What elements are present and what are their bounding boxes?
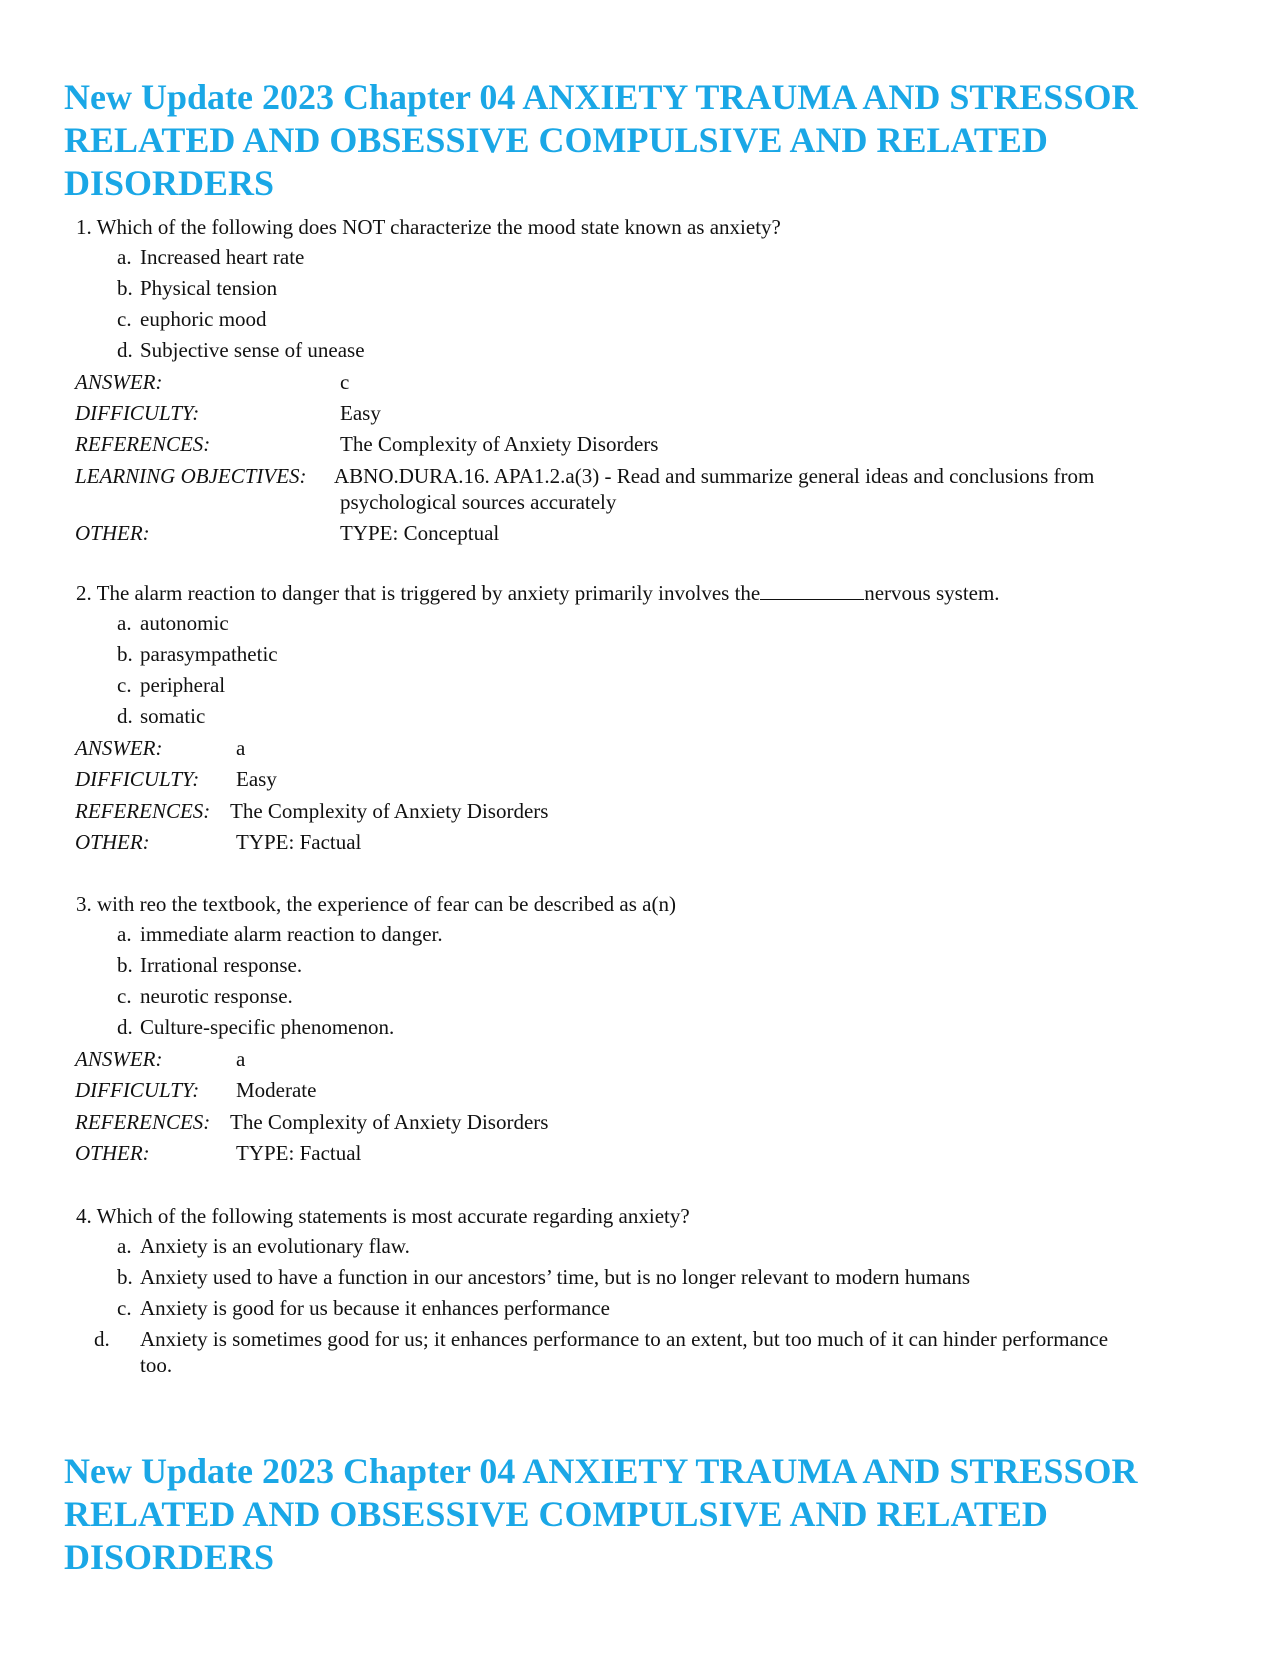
question-stem: 3. with reo the textbook, the experience of fear can be described as a(n) [76,892,676,916]
answer-option: d. somatic [117,704,206,728]
other-value: TYPE: Conceptual [340,521,500,545]
references-label: REFERENCES: [75,799,211,823]
difficulty-label: DIFFICULTY: [75,767,200,791]
answer-option: c. neurotic response. [117,984,293,1008]
chapter-title-footer: New Update 2023 Chapter 04 ANXIETY TRAUMA AND STRESSOR RELATED AND OBSESSIVE COMPULSIVE AND RELATED DISORDERS [64,1451,1138,1577]
answer-option: a. Increased heart rate [117,245,305,269]
answer-label: ANSWER: [75,1047,163,1071]
other-label: OTHER: [75,830,150,854]
answer-option: a. immediate alarm reaction to danger. [117,922,443,946]
fill-in-blank [760,581,864,600]
difficulty-value: Moderate [236,1078,317,1102]
answer-value: c [340,370,350,394]
difficulty-label: DIFFICULTY: [75,401,200,425]
answer-option: d. Culture-specific phenomenon. [117,1015,395,1039]
references-value: The Complexity of Anxiety Disorders [230,1110,549,1134]
answer-option: b. parasympathetic [117,642,278,666]
learning-objectives-value: ABNO.DURA.16. APA1.2.a(3) - Read and summarize general ideas and conclusions from psychological sources accurately [334,464,1095,514]
references-value: The Complexity of Anxiety Disorders [340,432,659,456]
question-stem: 1. Which of the following does NOT characterize the mood state known as anxiety? [76,215,781,239]
answer-value: a [236,736,246,760]
other-label: OTHER: [75,1141,150,1165]
difficulty-label: DIFFICULTY: [75,1078,200,1102]
answer-option: a. autonomic [117,611,229,635]
answer-option: b. Anxiety used to have a function in our ancestors’ time, but is no longer relevant to modern humans [117,1265,971,1289]
difficulty-value: Easy [236,767,277,791]
answer-label: ANSWER: [75,736,163,760]
answer-option: d. Anxiety is sometimes good for us; it enhances performance to an extent, but too much of it can hinder performance too. [94,1327,1109,1377]
answer-option: c. euphoric mood [117,307,267,331]
answer-option: d. Subjective sense of unease [117,338,365,362]
answer-option: a. Anxiety is an evolutionary flaw. [117,1234,410,1258]
learning-objectives-label: LEARNING OBJECTIVES: [75,464,307,488]
other-value: TYPE: Factual [236,1141,362,1165]
other-label: OTHER: [75,521,150,545]
answer-option: c. Anxiety is good for us because it enhances performance [117,1296,610,1320]
references-value: The Complexity of Anxiety Disorders [230,799,549,823]
other-value: TYPE: Factual [236,830,362,854]
answer-value: a [236,1047,246,1071]
question-stem: 4. Which of the following statements is most accurate regarding anxiety? [76,1204,690,1228]
question-stem: 2. The alarm reaction to danger that is triggered by anxiety primarily involves the nervous system. [76,581,1000,605]
references-label: REFERENCES: [75,432,211,456]
answer-option: b. Irrational response. [117,953,303,977]
chapter-title: New Update 2023 Chapter 04 ANXIETY TRAUMA AND STRESSOR RELATED AND OBSESSIVE COMPULSIVE AND RELATED DISORDERS [64,77,1138,203]
answer-option: c. peripheral [117,673,226,697]
references-label: REFERENCES: [75,1110,211,1134]
answer-option: b. Physical tension [117,276,278,300]
answer-label: ANSWER: [75,370,163,394]
difficulty-value: Easy [340,401,381,425]
